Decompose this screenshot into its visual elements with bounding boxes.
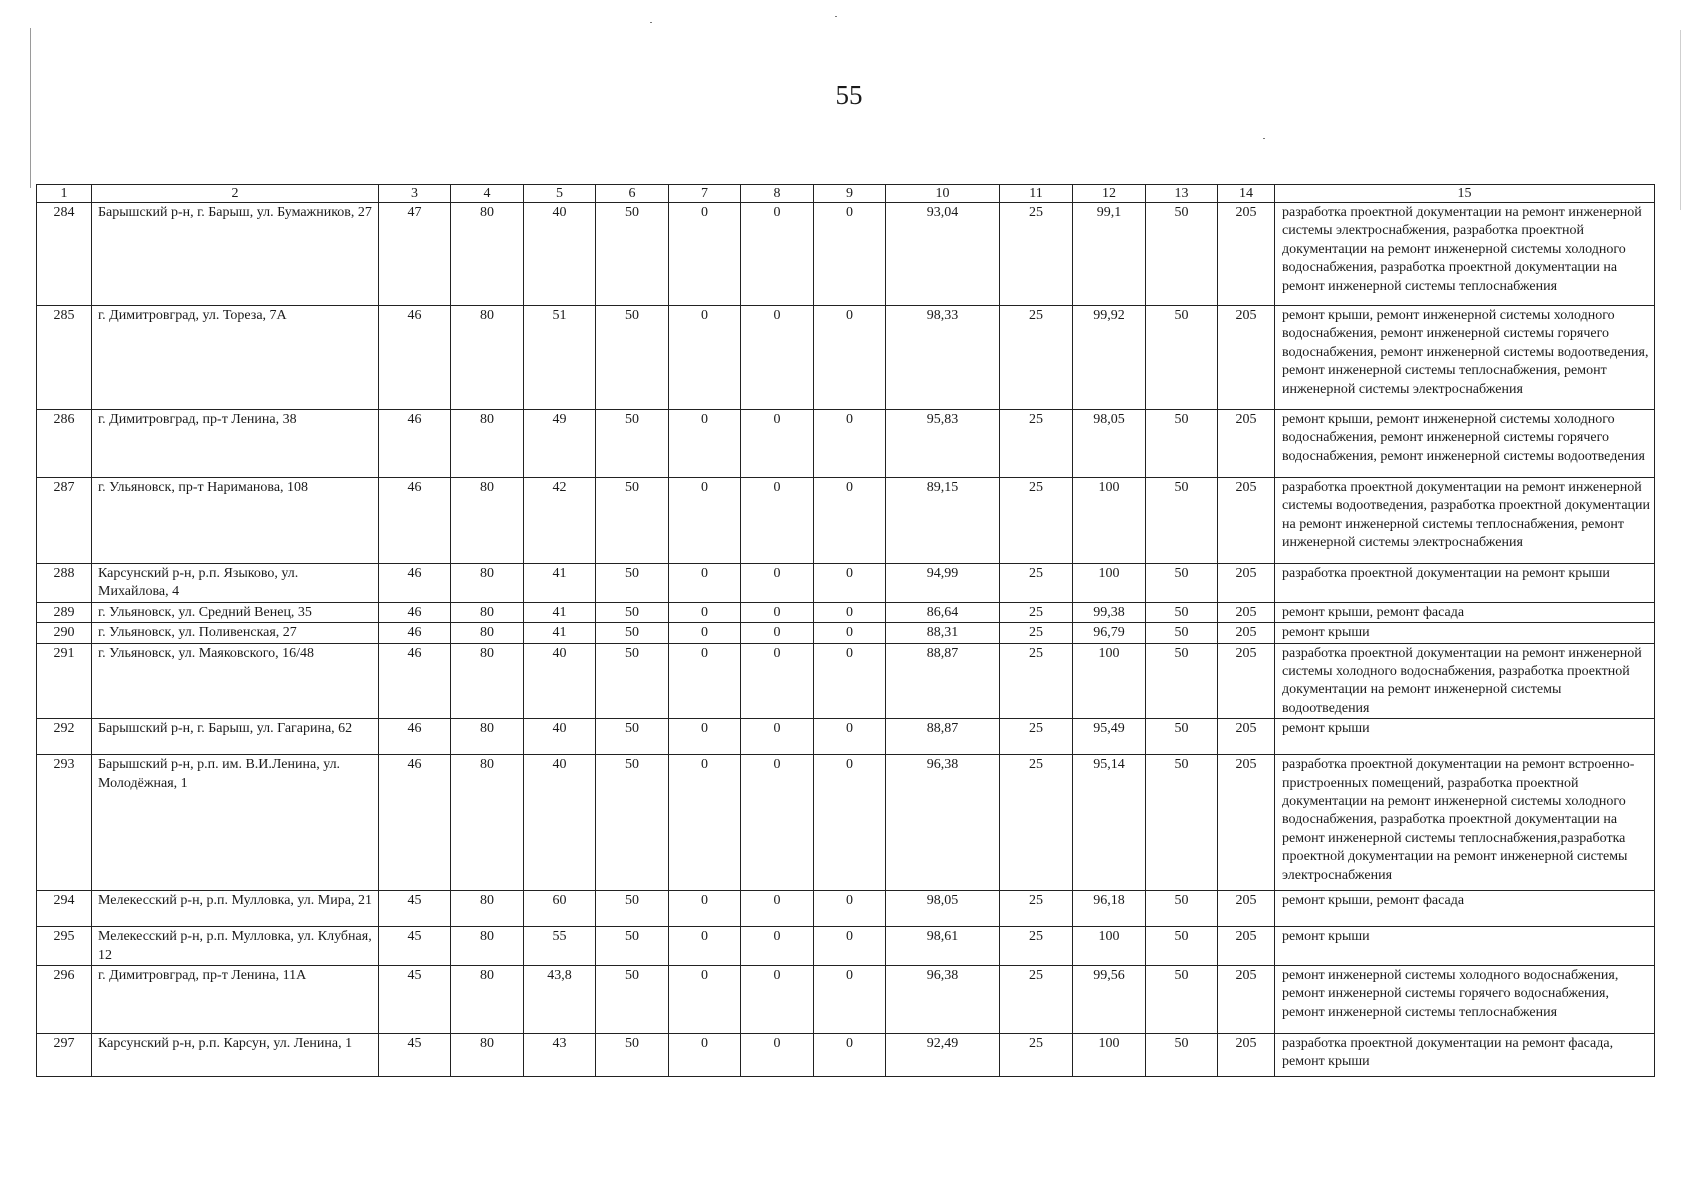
column-header: 13 [1146,185,1218,203]
table-row [37,410,1655,478]
address-cell: г. Ульяновск, ул. Маяковского, 16/48 [92,643,379,719]
value-cell: 43 [524,1034,596,1077]
value-cell: 46 [379,719,451,755]
works-cell: ремонт крыши [1275,927,1655,966]
column-header: 15 [1275,185,1655,203]
table-row [37,966,1655,1034]
value-cell: 50 [596,643,669,719]
value-cell: 46 [379,478,451,564]
row-number: 289 [37,602,92,622]
column-header: 12 [1073,185,1146,203]
value-cell: 96,79 [1073,623,1146,643]
value-cell: 80 [451,927,524,966]
value-cell: 0 [669,891,741,927]
value-cell: 95,49 [1073,719,1146,755]
address-cell: Мелекесский р-н, р.п. Мулловка, ул. Клубная, 12 [92,927,379,966]
works-cell: ремонт крыши, ремонт инженерной системы холодного водоснабжения, ремонт инженерной системы горячего водоснабжения, ремонт инженерной системы водоотведения, ремонт инженерной системы теплоснабжения, ремонт инженерной системы электроснабжения [1275,306,1655,410]
value-cell: 80 [451,602,524,622]
value-cell: 25 [1000,719,1073,755]
value-cell: 50 [1146,478,1218,564]
value-cell: 0 [741,755,814,891]
value-cell: 205 [1218,478,1275,564]
value-cell: 205 [1218,891,1275,927]
value-cell: 0 [741,564,814,603]
value-cell: 25 [1000,966,1073,1034]
row-number: 288 [37,564,92,603]
value-cell: 50 [1146,719,1218,755]
address-cell: Мелекесский р-н, р.п. Мулловка, ул. Мира, 21 [92,891,379,927]
value-cell: 0 [814,478,886,564]
value-cell: 41 [524,564,596,603]
value-cell: 205 [1218,306,1275,410]
page-number: 55 [835,80,863,110]
value-cell: 80 [451,306,524,410]
value-cell: 88,31 [886,623,1000,643]
row-number: 290 [37,623,92,643]
value-cell: 50 [596,891,669,927]
works-cell: ремонт крыши, ремонт инженерной системы холодного водоснабжения, ремонт инженерной системы горячего водоснабжения, ремонт инженерной системы водоотведения [1275,410,1655,478]
value-cell: 46 [379,602,451,622]
value-cell: 205 [1218,203,1275,306]
value-cell: 99,92 [1073,306,1146,410]
table-row [37,927,1655,966]
row-number: 286 [37,410,92,478]
value-cell: 50 [596,203,669,306]
value-cell: 0 [741,203,814,306]
value-cell: 45 [379,891,451,927]
value-cell: 0 [669,564,741,603]
value-cell: 80 [451,966,524,1034]
value-cell: 0 [669,410,741,478]
value-cell: 88,87 [886,719,1000,755]
value-cell: 98,61 [886,927,1000,966]
value-cell: 0 [814,306,886,410]
column-number-row [37,185,1655,203]
table-row [37,1034,1655,1077]
column-header: 9 [814,185,886,203]
value-cell: 46 [379,755,451,891]
value-cell: 0 [814,564,886,603]
value-cell: 50 [1146,410,1218,478]
value-cell: 45 [379,927,451,966]
value-cell: 92,49 [886,1034,1000,1077]
column-header: 7 [669,185,741,203]
value-cell: 99,56 [1073,966,1146,1034]
value-cell: 50 [596,927,669,966]
value-cell: 80 [451,755,524,891]
value-cell: 0 [669,643,741,719]
value-cell: 51 [524,306,596,410]
address-cell: г. Димитровград, пр-т Ленина, 38 [92,410,379,478]
address-cell: Барышский р-н, г. Барыш, ул. Бумажников, 27 [92,203,379,306]
value-cell: 45 [379,1034,451,1077]
works-cell: ремонт инженерной системы холодного водоснабжения, ремонт инженерной системы горячего водоснабжения, ремонт инженерной системы теплоснабжения [1275,966,1655,1034]
column-header: 10 [886,185,1000,203]
value-cell: 50 [1146,623,1218,643]
value-cell: 0 [741,891,814,927]
value-cell: 96,38 [886,966,1000,1034]
value-cell: 100 [1073,478,1146,564]
value-cell: 55 [524,927,596,966]
value-cell: 80 [451,478,524,564]
value-cell: 98,05 [886,891,1000,927]
value-cell: 25 [1000,891,1073,927]
works-cell: разработка проектной документации на ремонт инженерной системы электроснабжения, разработка проектной документации на ремонт инженерной системы холодного водоснабжения, разработка проектной документации на ремонт инженерной системы теплоснабжения [1275,203,1655,306]
value-cell: 0 [669,478,741,564]
value-cell: 42 [524,478,596,564]
row-number: 293 [37,755,92,891]
works-cell: разработка проектной документации на ремонт инженерной системы водоотведения, разработка проектной документации на ремонт инженерной системы теплоснабжения, ремонт инженерной системы электроснабжения [1275,478,1655,564]
value-cell: 46 [379,306,451,410]
scan-speck [835,16,837,17]
table-row [37,602,1655,622]
value-cell: 50 [596,410,669,478]
value-cell: 205 [1218,564,1275,603]
works-cell: разработка проектной документации на ремонт инженерной системы холодного водоснабжения, разработка проектной документации на ремонт инженерной системы водоотведения [1275,643,1655,719]
address-cell: г. Димитровград, пр-т Ленина, 11А [92,966,379,1034]
column-header: 1 [37,185,92,203]
value-cell: 25 [1000,1034,1073,1077]
scan-edge-line [1680,30,1681,210]
value-cell: 0 [814,1034,886,1077]
value-cell: 96,18 [1073,891,1146,927]
value-cell: 50 [596,966,669,1034]
works-cell: ремонт крыши, ремонт фасада [1275,602,1655,622]
value-cell: 205 [1218,643,1275,719]
value-cell: 0 [669,927,741,966]
value-cell: 25 [1000,927,1073,966]
value-cell: 0 [814,927,886,966]
address-cell: Барышский р-н, р.п. им. В.И.Ленина, ул. Молодёжная, 1 [92,755,379,891]
value-cell: 88,87 [886,643,1000,719]
value-cell: 95,14 [1073,755,1146,891]
address-cell: Карсунский р-н, р.п. Языково, ул. Михайлова, 4 [92,564,379,603]
value-cell: 50 [596,719,669,755]
works-cell: ремонт крыши [1275,719,1655,755]
value-cell: 80 [451,643,524,719]
value-cell: 50 [596,478,669,564]
value-cell: 0 [741,927,814,966]
value-cell: 100 [1073,927,1146,966]
value-cell: 47 [379,203,451,306]
value-cell: 0 [741,623,814,643]
value-cell: 0 [669,755,741,891]
table-row [37,564,1655,603]
value-cell: 40 [524,203,596,306]
value-cell: 50 [1146,564,1218,603]
value-cell: 50 [1146,755,1218,891]
value-cell: 0 [741,410,814,478]
value-cell: 80 [451,203,524,306]
table-row [37,755,1655,891]
value-cell: 50 [596,602,669,622]
value-cell: 0 [741,643,814,719]
value-cell: 40 [524,755,596,891]
value-cell: 99,1 [1073,203,1146,306]
value-cell: 50 [1146,643,1218,719]
address-cell: г. Ульяновск, ул. Поливенская, 27 [92,623,379,643]
value-cell: 40 [524,719,596,755]
value-cell: 50 [1146,891,1218,927]
value-cell: 205 [1218,755,1275,891]
column-header: 4 [451,185,524,203]
value-cell: 205 [1218,1034,1275,1077]
value-cell: 25 [1000,410,1073,478]
value-cell: 25 [1000,623,1073,643]
value-cell: 93,04 [886,203,1000,306]
works-cell: разработка проектной документации на ремонт крыши [1275,564,1655,603]
column-header: 3 [379,185,451,203]
value-cell: 41 [524,602,596,622]
row-number: 295 [37,927,92,966]
scan-speck [1263,138,1265,139]
row-number: 292 [37,719,92,755]
value-cell: 99,38 [1073,602,1146,622]
value-cell: 80 [451,410,524,478]
value-cell: 205 [1218,927,1275,966]
column-header: 2 [92,185,379,203]
works-cell: ремонт крыши, ремонт фасада [1275,891,1655,927]
value-cell: 43,8 [524,966,596,1034]
value-cell: 0 [741,602,814,622]
value-cell: 40 [524,643,596,719]
table-row [37,643,1655,719]
value-cell: 0 [814,602,886,622]
value-cell: 0 [741,478,814,564]
value-cell: 25 [1000,478,1073,564]
housing-repair-table [36,184,1655,1077]
value-cell: 0 [669,966,741,1034]
column-header: 11 [1000,185,1073,203]
value-cell: 80 [451,1034,524,1077]
value-cell: 95,83 [886,410,1000,478]
value-cell: 46 [379,643,451,719]
value-cell: 0 [814,719,886,755]
value-cell: 50 [1146,927,1218,966]
value-cell: 0 [741,306,814,410]
scan-speck [650,22,652,23]
value-cell: 49 [524,410,596,478]
value-cell: 25 [1000,755,1073,891]
table-row [37,719,1655,755]
value-cell: 0 [669,623,741,643]
value-cell: 0 [669,719,741,755]
value-cell: 0 [741,966,814,1034]
value-cell: 46 [379,564,451,603]
value-cell: 98,05 [1073,410,1146,478]
column-header: 8 [741,185,814,203]
value-cell: 0 [669,1034,741,1077]
value-cell: 50 [1146,602,1218,622]
value-cell: 0 [814,755,886,891]
column-header: 5 [524,185,596,203]
value-cell: 60 [524,891,596,927]
value-cell: 46 [379,410,451,478]
works-cell: ремонт крыши [1275,623,1655,643]
address-cell: г. Ульяновск, ул. Средний Венец, 35 [92,602,379,622]
value-cell: 25 [1000,306,1073,410]
value-cell: 205 [1218,966,1275,1034]
value-cell: 80 [451,719,524,755]
value-cell: 50 [596,564,669,603]
row-number: 287 [37,478,92,564]
value-cell: 100 [1073,643,1146,719]
row-number: 291 [37,643,92,719]
value-cell: 80 [451,891,524,927]
value-cell: 50 [596,755,669,891]
value-cell: 50 [596,1034,669,1077]
value-cell: 100 [1073,564,1146,603]
column-header: 14 [1218,185,1275,203]
value-cell: 98,33 [886,306,1000,410]
value-cell: 46 [379,623,451,643]
table-row [37,891,1655,927]
value-cell: 45 [379,966,451,1034]
value-cell: 50 [1146,306,1218,410]
value-cell: 80 [451,623,524,643]
value-cell: 0 [669,602,741,622]
value-cell: 96,38 [886,755,1000,891]
row-number: 297 [37,1034,92,1077]
table-row [37,478,1655,564]
value-cell: 205 [1218,623,1275,643]
value-cell: 0 [814,203,886,306]
value-cell: 25 [1000,602,1073,622]
value-cell: 0 [814,966,886,1034]
value-cell: 89,15 [886,478,1000,564]
row-number: 285 [37,306,92,410]
table-body [37,185,1655,1077]
works-cell: разработка проектной документации на ремонт встроенно-пристроенных помещений, разработка проектной документации на ремонт инженерной системы холодного водоснабжения, разработка проектной документации на ремонт инженерной системы теплоснабжения,разработка проектной документации на ремонт инженерной системы электроснабжения [1275,755,1655,891]
value-cell: 205 [1218,719,1275,755]
value-cell: 0 [814,623,886,643]
value-cell: 94,99 [886,564,1000,603]
row-number: 294 [37,891,92,927]
value-cell: 50 [596,623,669,643]
value-cell: 0 [669,306,741,410]
value-cell: 205 [1218,410,1275,478]
value-cell: 50 [1146,1034,1218,1077]
value-cell: 0 [741,1034,814,1077]
value-cell: 0 [669,203,741,306]
value-cell: 86,64 [886,602,1000,622]
value-cell: 25 [1000,564,1073,603]
works-cell: разработка проектной документации на ремонт фасада, ремонт крыши [1275,1034,1655,1077]
value-cell: 80 [451,564,524,603]
address-cell: Карсунский р-н, р.п. Карсун, ул. Ленина, 1 [92,1034,379,1077]
row-number: 284 [37,203,92,306]
value-cell: 25 [1000,643,1073,719]
value-cell: 0 [814,643,886,719]
table-row [37,203,1655,306]
table-row [37,623,1655,643]
value-cell: 41 [524,623,596,643]
address-cell: Барышский р-н, г. Барыш, ул. Гагарина, 62 [92,719,379,755]
column-header: 6 [596,185,669,203]
value-cell: 50 [1146,203,1218,306]
table-row [37,306,1655,410]
address-cell: г. Димитровград, ул. Тореза, 7А [92,306,379,410]
value-cell: 50 [1146,966,1218,1034]
value-cell: 0 [814,891,886,927]
value-cell: 50 [596,306,669,410]
value-cell: 0 [814,410,886,478]
row-number: 296 [37,966,92,1034]
value-cell: 205 [1218,602,1275,622]
address-cell: г. Ульяновск, пр-т Нариманова, 108 [92,478,379,564]
value-cell: 0 [741,719,814,755]
value-cell: 25 [1000,203,1073,306]
value-cell: 100 [1073,1034,1146,1077]
